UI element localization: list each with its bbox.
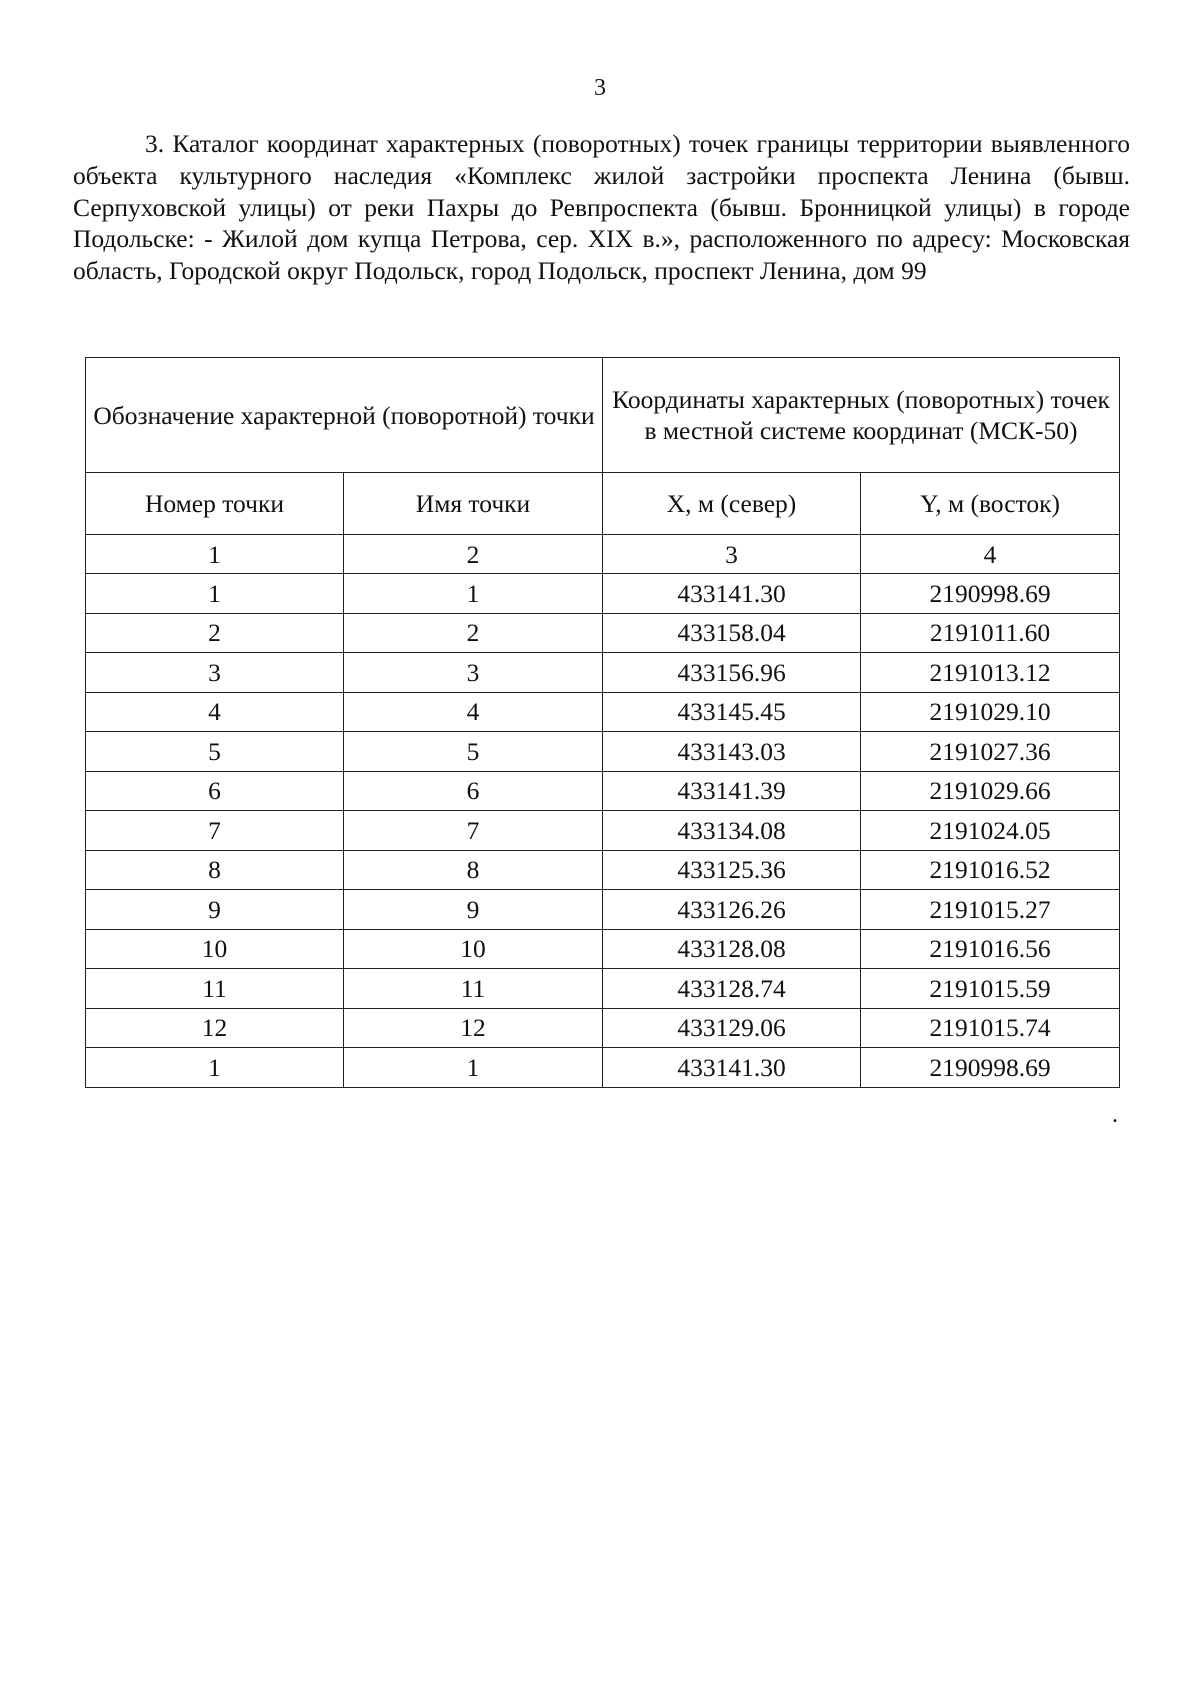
cell-point-name: 11	[344, 969, 603, 1009]
column-number: 4	[861, 535, 1120, 574]
cell-y-east: 2191013.12	[861, 653, 1120, 693]
cell-point-number: 8	[86, 850, 344, 890]
cell-x-north: 433141.30	[603, 1048, 861, 1088]
cell-point-number: 9	[86, 890, 344, 930]
cell-y-east: 2190998.69	[861, 574, 1120, 614]
subheader-y-east: Y, м (восток)	[861, 473, 1120, 535]
column-number: 3	[603, 535, 861, 574]
cell-point-number: 3	[86, 653, 344, 693]
cell-x-north: 433128.74	[603, 969, 861, 1009]
cell-y-east: 2190998.69	[861, 1048, 1120, 1088]
cell-point-name: 1	[344, 574, 603, 614]
cell-point-name: 7	[344, 811, 603, 851]
table-subheader-row	[86, 473, 1120, 535]
cell-y-east: 2191015.27	[861, 890, 1120, 930]
cell-y-east: 2191011.60	[861, 613, 1120, 653]
header-point-designation: Обозначение характерной (поворотной) точки	[86, 358, 603, 473]
cell-x-north: 433125.36	[603, 850, 861, 890]
cell-point-name: 4	[344, 692, 603, 732]
cell-y-east: 2191024.05	[861, 811, 1120, 851]
cell-point-number: 6	[86, 771, 344, 811]
cell-y-east: 2191027.36	[861, 732, 1120, 772]
column-number: 1	[86, 535, 344, 574]
cell-x-north: 433158.04	[603, 613, 861, 653]
table-row	[86, 811, 1120, 851]
cell-point-name: 3	[344, 653, 603, 693]
cell-point-number: 7	[86, 811, 344, 851]
cell-point-number: 1	[86, 1048, 344, 1088]
table-row	[86, 969, 1120, 1009]
cell-x-north: 433156.96	[603, 653, 861, 693]
cell-point-number: 4	[86, 692, 344, 732]
table-row	[86, 1048, 1120, 1088]
cell-y-east: 2191016.52	[861, 850, 1120, 890]
intro-text: 3. Каталог координат характерных (поворотных) точек границы территории выявленного объекта культурного наследия «Комплекс жилой застройки проспекта Ленина (бывш. Серпуховской улицы) от реки Пахры до Ревпроспекта (бывш. Бронницкой улицы) в городе Подольске: - Жилой дом купца Петрова, сер. XIX в.», расположенного по адресу: Московская область, Городской округ Подольск, город Подольск, проспект Ленина, дом 99	[73, 129, 1130, 286]
cell-x-north: 433145.45	[603, 692, 861, 732]
table-row	[86, 771, 1120, 811]
cell-point-name: 8	[344, 850, 603, 890]
cell-point-name: 5	[344, 732, 603, 772]
column-number-row	[86, 535, 1120, 574]
coordinates-table	[85, 357, 1120, 1088]
cell-point-number: 2	[86, 613, 344, 653]
cell-point-number: 1	[86, 574, 344, 614]
cell-point-name: 12	[344, 1008, 603, 1048]
subheader-point-number: Номер точки	[86, 473, 344, 535]
cell-y-east: 2191015.74	[861, 1008, 1120, 1048]
cell-point-name: 10	[344, 929, 603, 969]
table-row	[86, 890, 1120, 930]
table-row	[86, 692, 1120, 732]
table-row	[86, 613, 1120, 653]
cell-point-number: 11	[86, 969, 344, 1009]
cell-x-north: 433143.03	[603, 732, 861, 772]
cell-point-number: 12	[86, 1008, 344, 1048]
subheader-point-name: Имя точки	[344, 473, 603, 535]
cell-point-number: 10	[86, 929, 344, 969]
cell-x-north: 433126.26	[603, 890, 861, 930]
table-row	[86, 653, 1120, 693]
table-row	[86, 574, 1120, 614]
cell-point-name: 2	[344, 613, 603, 653]
cell-y-east: 2191015.59	[861, 969, 1120, 1009]
intro-paragraph	[73, 128, 1130, 287]
cell-y-east: 2191029.66	[861, 771, 1120, 811]
table-row	[86, 929, 1120, 969]
subheader-x-north: X, м (север)	[603, 473, 861, 535]
cell-x-north: 433134.08	[603, 811, 861, 851]
table-header-row	[86, 358, 1120, 473]
trailing-mark: .	[1112, 1102, 1118, 1128]
table-row	[86, 850, 1120, 890]
cell-point-name: 1	[344, 1048, 603, 1088]
cell-x-north: 433128.08	[603, 929, 861, 969]
cell-point-number: 5	[86, 732, 344, 772]
table-row	[86, 1008, 1120, 1048]
cell-y-east: 2191016.56	[861, 929, 1120, 969]
cell-x-north: 433141.30	[603, 574, 861, 614]
cell-point-name: 6	[344, 771, 603, 811]
cell-x-north: 433129.06	[603, 1008, 861, 1048]
page-number: 3	[594, 75, 606, 101]
cell-x-north: 433141.39	[603, 771, 861, 811]
header-coordinates: Координаты характерных (поворотных) точек в местной системе координат (МСК-50)	[603, 358, 1120, 473]
table-row	[86, 732, 1120, 772]
column-number: 2	[344, 535, 603, 574]
cell-point-name: 9	[344, 890, 603, 930]
cell-y-east: 2191029.10	[861, 692, 1120, 732]
